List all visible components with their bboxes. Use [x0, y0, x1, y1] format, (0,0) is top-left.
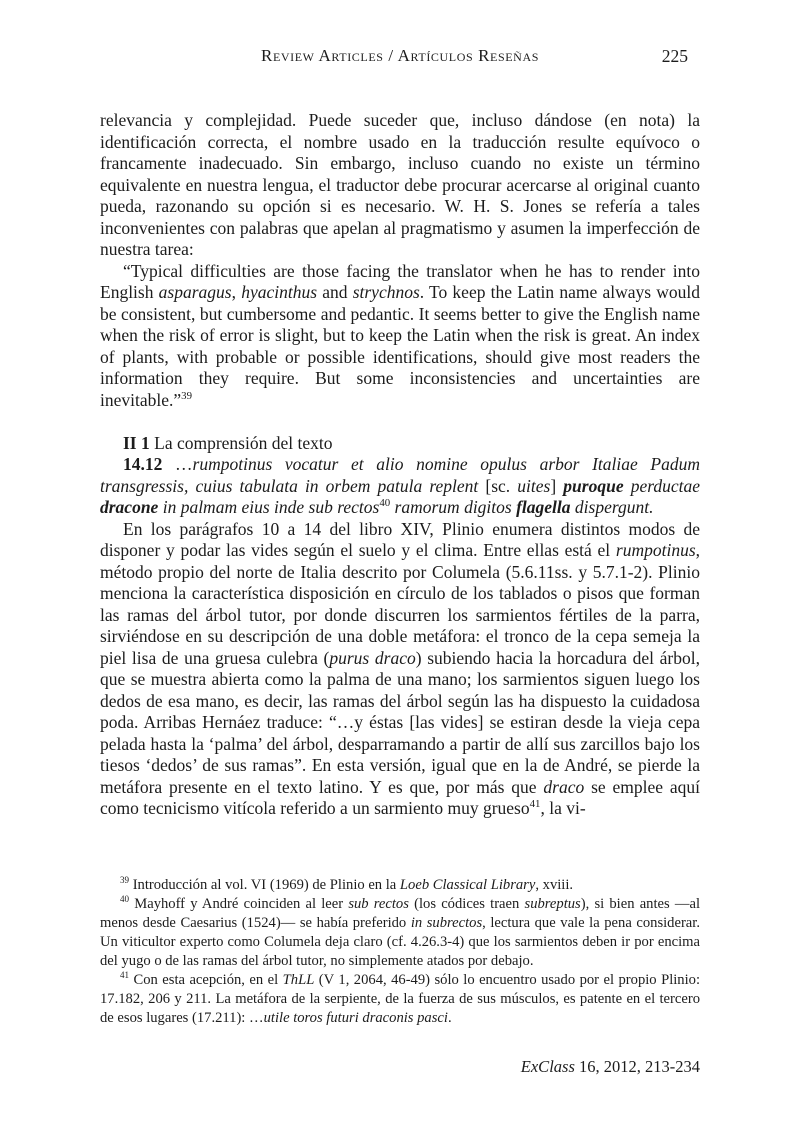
footnote-marker: 41 — [529, 798, 541, 811]
journal-citation: ExClass 16, 2012, 213-234 — [520, 1057, 700, 1076]
footnote-section — [100, 876, 700, 1028]
running-head — [100, 46, 700, 66]
paragraph-jones-quote: “Typical difficulties are those facing the translator when he has to render into English asparagus, hyacinthus and strychnos. To keep the Latin name always would be consistent, but cumbersome and pedantic. It seems better to give the English name when the risk of error is slight, but to keep the Latin when the risk is great. An index of plants, with probable or possible identifications, should give most readers the information they require. But some inconsistencies and uncertainties are inevitable.”$^{39}$ — [100, 260, 700, 410]
footnote-40: $^{40}$ Mayhoff y André coinciden al leer sub rectos (los códices traen subreptus), si bien antes —al menos desde Caesarius (1524)— se había preferido in subrectos, lectura que vale la pena considerar. Un viticultor experto como Columela deja claro (cf. 4.26.3-4) que los sarmientos deben ir por encima del yugo o de las ramas del árbol tutor, no simplemente atados por debajo. — [100, 894, 700, 969]
footnote-41: $^{41}$ Con esta acepción, en el ThLL (V 1, 2064, 46-49) sólo lo encuentro usado por el propio Plinio: 17.182, 206 y 211. La metáfora de la serpiente, de la fuerza de sus músculos, es patente en el tercero de esos lugares (17.211): …utile toros futuri draconis pasci. — [100, 970, 701, 1026]
footnote-marker: 41 — [120, 970, 130, 981]
page-number: 225 — [661, 46, 688, 66]
section-heading: II 1 La comprensión del texto — [123, 432, 333, 453]
paragraph-continuation: relevancia y complejidad. Puede suceder que, incluso dándose (en nota) la identificación correcta, el nombre usado en la traducción resulte equívoco o francamente inadecuado. Sin embargo, incluso cuando no existe un término equivalente en nuestra lengua, el traductor debe procurar acercarse al original cuanto pueda, razonando su opción si es necesario. W. H. S. Jones se refería a tales inconvenientes con palabras que apelan al pragmatismo y asumen la imperfección de nuestra tarea: — [100, 110, 700, 259]
paragraph-latin-quote: 14.12 …rumpotinus vocatur et alio nomine opulus arbor Italiae Padum transgressis, cuius tabulata in orbem patula replent [sc. uites] puroque perductae dracone in palmam eius inde sub rectos$^{40}$ ramorum digitos flagella dispergunt. — [100, 454, 701, 517]
footnote-marker: 40 — [120, 894, 130, 905]
footnote-marker: 39 — [120, 875, 130, 886]
paragraph-commentary: En los parágrafos 10 a 14 del libro XIV, Plinio enumera distintos modos de disponer y podar las vides según el suelo y el clima. Entre ellas está el rumpotinus, método propio del norte de Italia descrito por Columela (5.6.11ss. y 5.7.1-2). Plinio menciona la característica disposición en círculo de los tablados o pisos que forman las ramas del árbol tutor, por donde discurren los sarmientos fértiles de la parra, sirviéndose en su descripción de una doble metáfora: el tronco de la cepa semeja la piel lisa de una gruesa culebra (purus draco) subiendo hacia la horcadura del árbol, que se muestra abierta como la palma de una mano; los sarmientos siguen luego los dedos de esa mano, es decir, las ramas del árbol según las ha dispuesto la cuidadosa poda. Arribas Hernáez traduce: “…y éstas [las vides] se estiran desde la vieja cepa pelada hasta la ‘palma’ del árbol, desparramando a partir de allí sus zarcillos bajo los tiesos ‘dedos’ de sus ramas”. En esta versión, igual que en la de André, se pierde la metáfora presente en el texto latino. Y es que, por más que draco se emplee aquí como tecnicismo vitícola referido a un sarmiento muy grueso$^{41}$, la vi- — [100, 518, 700, 818]
page-footer — [100, 1057, 700, 1077]
footnote-39: $^{39}$ Introducción al vol. VI (1969) de Plinio en la Loeb Classical Library, xviii. — [120, 875, 574, 893]
footnote-marker: 39 — [181, 389, 192, 402]
running-head-title: Review Articles / Artículos Reseñas — [261, 46, 539, 65]
footnote-marker: 40 — [379, 497, 391, 510]
body-text — [100, 110, 700, 820]
